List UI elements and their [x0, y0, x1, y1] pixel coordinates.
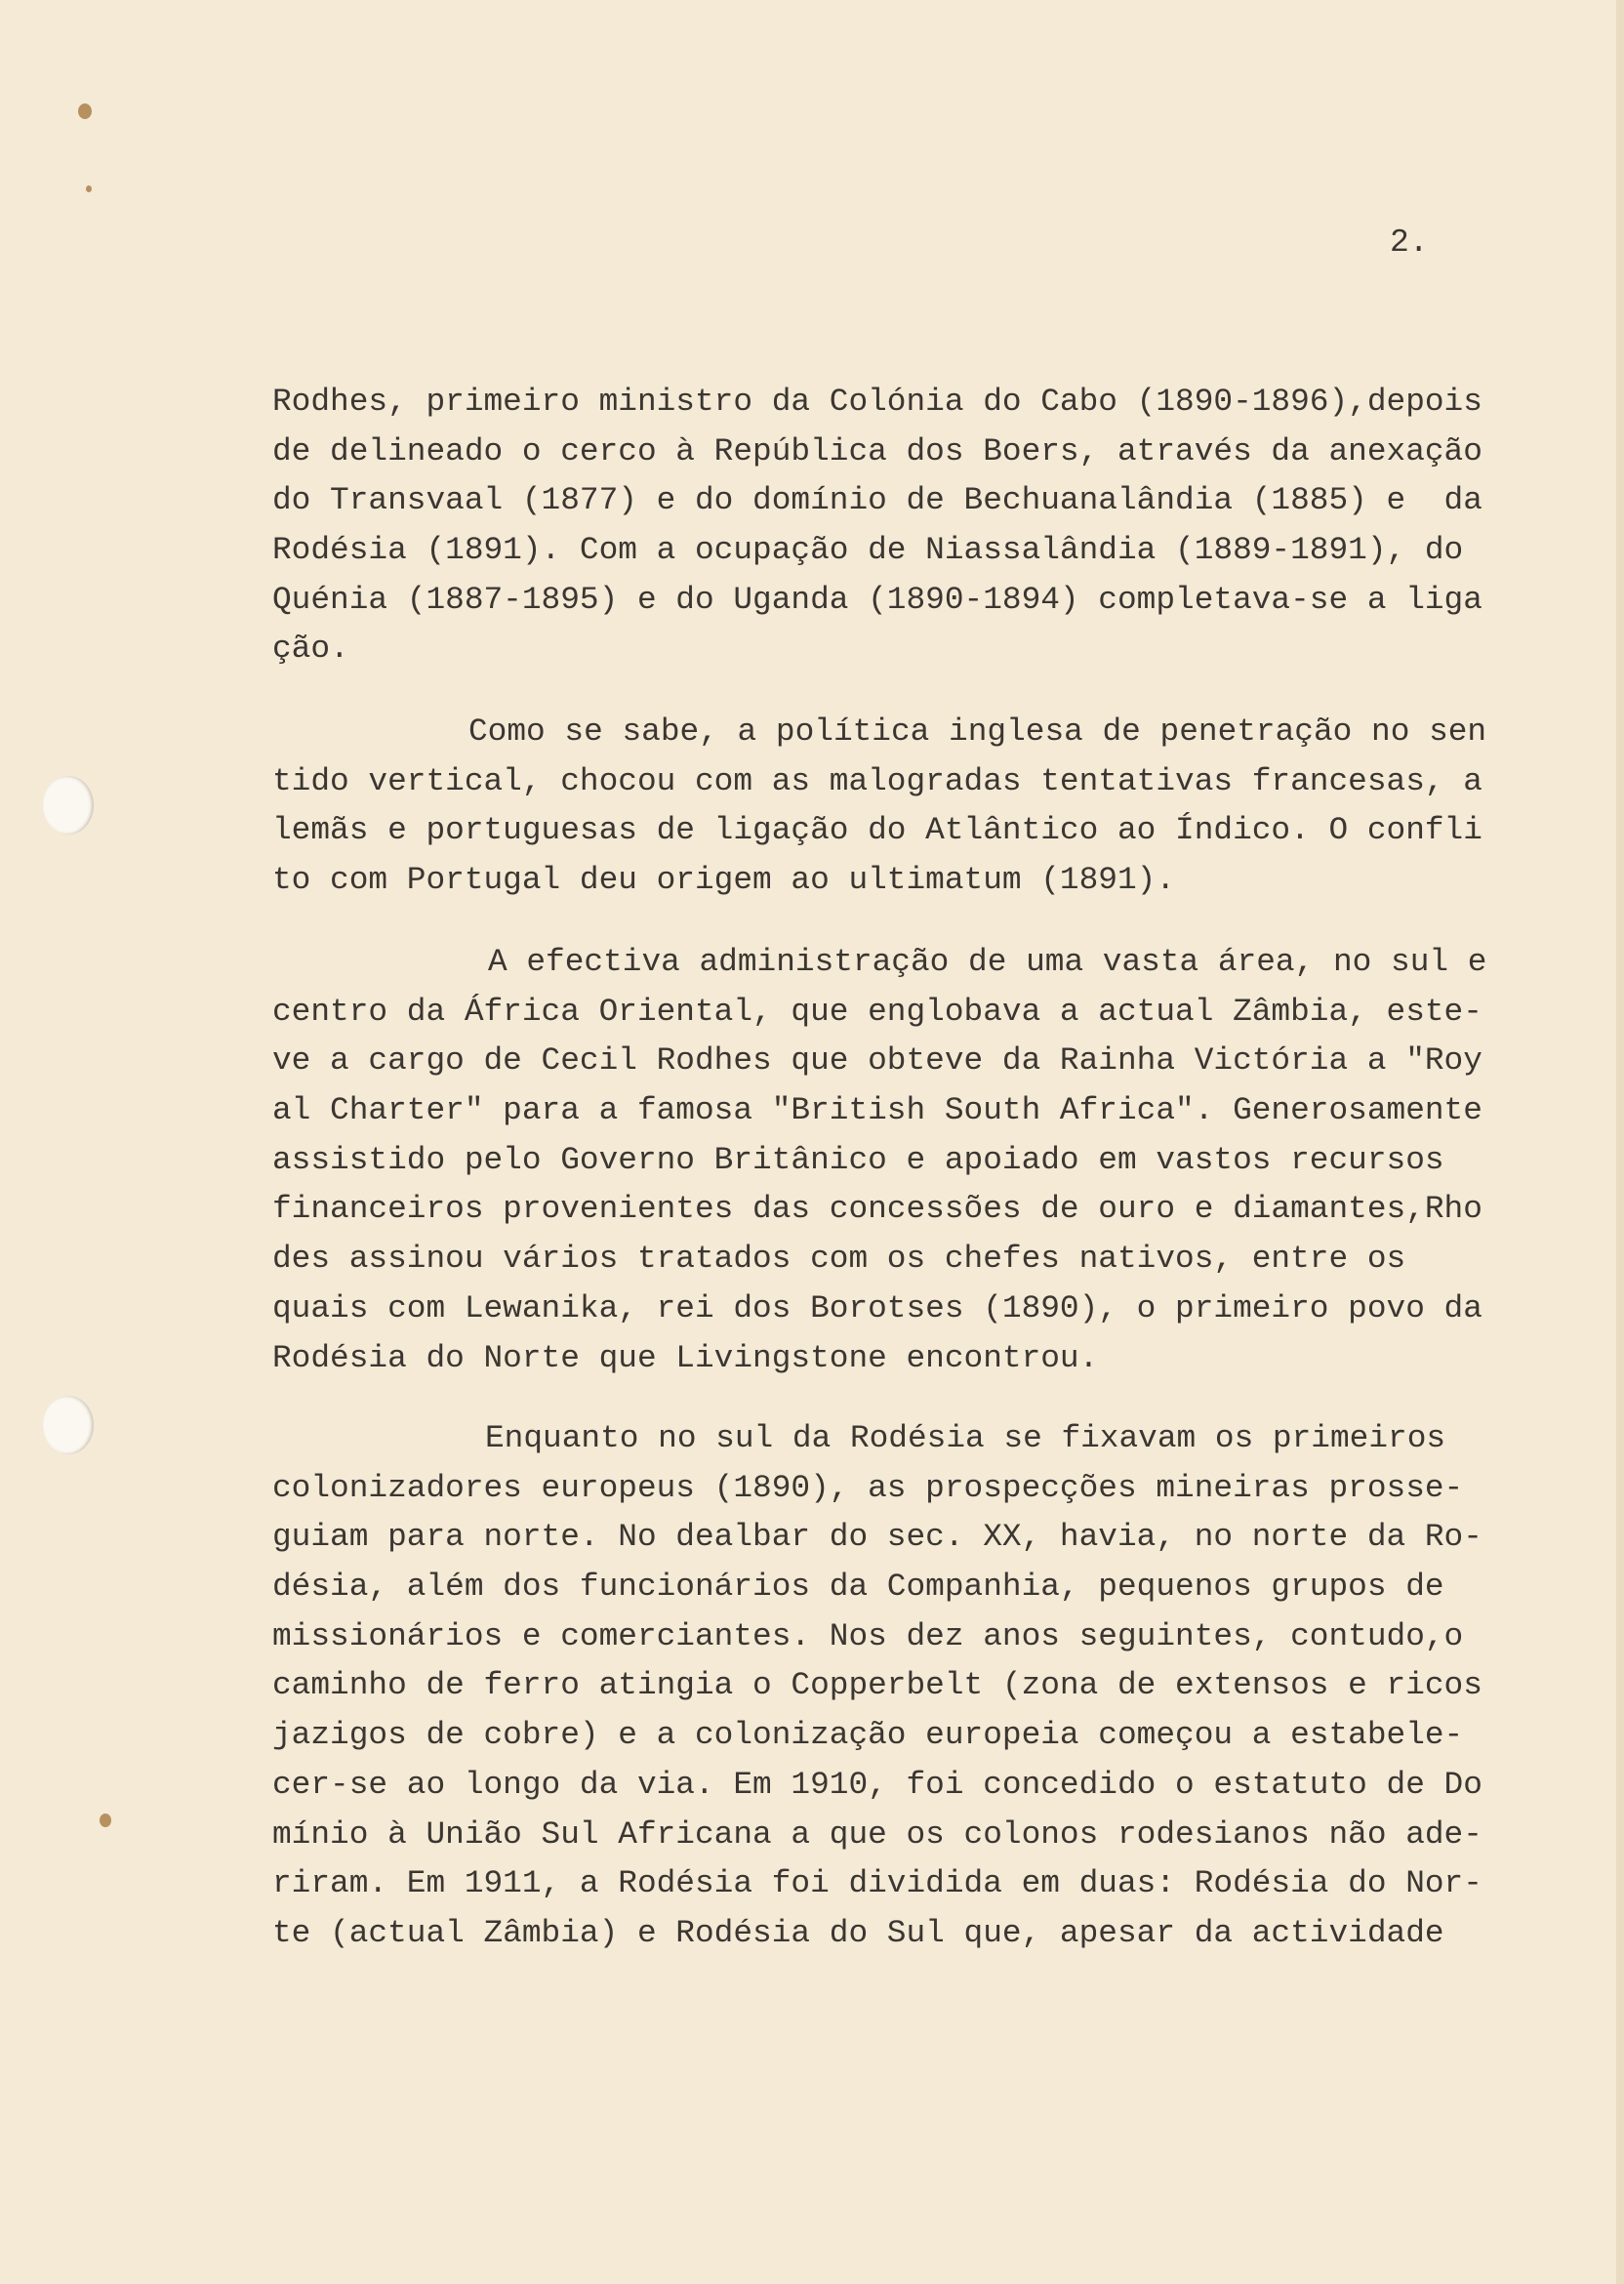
text-line: mínio à União Sul Africana a que os colonos rodesianos não ade- [272, 1815, 1482, 1853]
text-line: Quénia (1887-1895) e do Uganda (1890-1894) completava-se a liga [272, 581, 1482, 618]
text-line: Como se sabe, a política inglesa de penetração no sen [468, 714, 1487, 750]
rust-stain [100, 1814, 111, 1827]
text-line: caminho de ferro atingia o Copperbelt (zona de extensos e ricos [272, 1667, 1482, 1704]
page-number: 2. [1390, 224, 1429, 261]
text-line: financeiros provenientes das concessões de ouro e diamantes,Rho [272, 1191, 1482, 1228]
rust-stain [78, 103, 92, 119]
text-line: colonizadores europeus (1890), as prospecções mineiras prosse- [272, 1469, 1464, 1506]
rust-stain [86, 185, 92, 192]
text-line: centro da África Oriental, que englobava a actual Zâmbia, este- [272, 993, 1482, 1030]
text-line: cer-se ao longo da via. Em 1910, foi concedido o estatuto de Do [272, 1766, 1482, 1803]
text-line: guiam para norte. No dealbar do sec. XX, havia, no norte da Ro- [272, 1519, 1482, 1556]
punch-hole [43, 776, 94, 835]
text-line: al Charter" para a famosa "British South Africa". Generosamente [272, 1092, 1482, 1129]
text-line: Rodésia do Norte que Livingstone encontrou. [272, 1339, 1099, 1376]
text-line: missionários e comerciantes. Nos dez anos seguintes, contudo,o [272, 1617, 1464, 1654]
text-line: riram. Em 1911, a Rodésia foi dividida em duas: Rodésia do Nor- [272, 1865, 1482, 1902]
text-line: Enquanto no sul da Rodésia se fixavam os primeiros [485, 1420, 1446, 1456]
text-line: de delineado o cerco à República dos Boers, através da anexação [272, 432, 1482, 469]
text-line: lemãs e portuguesas de ligação do Atlântico ao Índico. O confli [272, 812, 1482, 849]
text-line: to com Portugal deu origem ao ultimatum (1891). [272, 862, 1176, 899]
text-line: Rodhes, primeiro ministro da Colónia do Cabo (1890-1896),depois [272, 384, 1482, 420]
text-line: A efectiva administração de uma vasta área, no sul e [488, 944, 1487, 980]
text-line: tido vertical, chocou com as malogradas tentativas francesas, a [272, 762, 1482, 799]
page-edge [1616, 0, 1624, 2284]
text-line: jazigos de cobre) e a colonização europeia começou a estabele- [272, 1717, 1464, 1754]
text-line: quais com Lewanika, rei dos Borotses (1890), o primeiro povo da [272, 1289, 1482, 1326]
text-line: ção. [272, 631, 349, 668]
punch-hole [43, 1396, 94, 1454]
paragraph-4 [272, 1414, 1482, 1959]
text-line: te (actual Zâmbia) e Rodésia do Sul que, apesar da actividade [272, 1914, 1444, 1951]
text-line: assistido pelo Governo Britânico e apoiado em vastos recursos [272, 1141, 1444, 1178]
text-line: ve a cargo de Cecil Rodhes que obteve da Rainha Victória a "Roy [272, 1042, 1482, 1080]
text-line: des assinou vários tratados com os chefes nativos, entre os [272, 1241, 1406, 1278]
text-line: Rodésia (1891). Com a ocupação de Niassalândia (1889-1891), do [272, 532, 1464, 569]
paragraph-1 [272, 378, 1482, 674]
text-line: désia, além dos funcionários da Companhia, pequenos grupos de [272, 1569, 1444, 1606]
paragraph-2 [272, 708, 1486, 906]
text-line: do Transvaal (1877) e do domínio de Bechuanalândia (1885) e da [272, 482, 1482, 519]
paragraph-3 [272, 938, 1486, 1383]
